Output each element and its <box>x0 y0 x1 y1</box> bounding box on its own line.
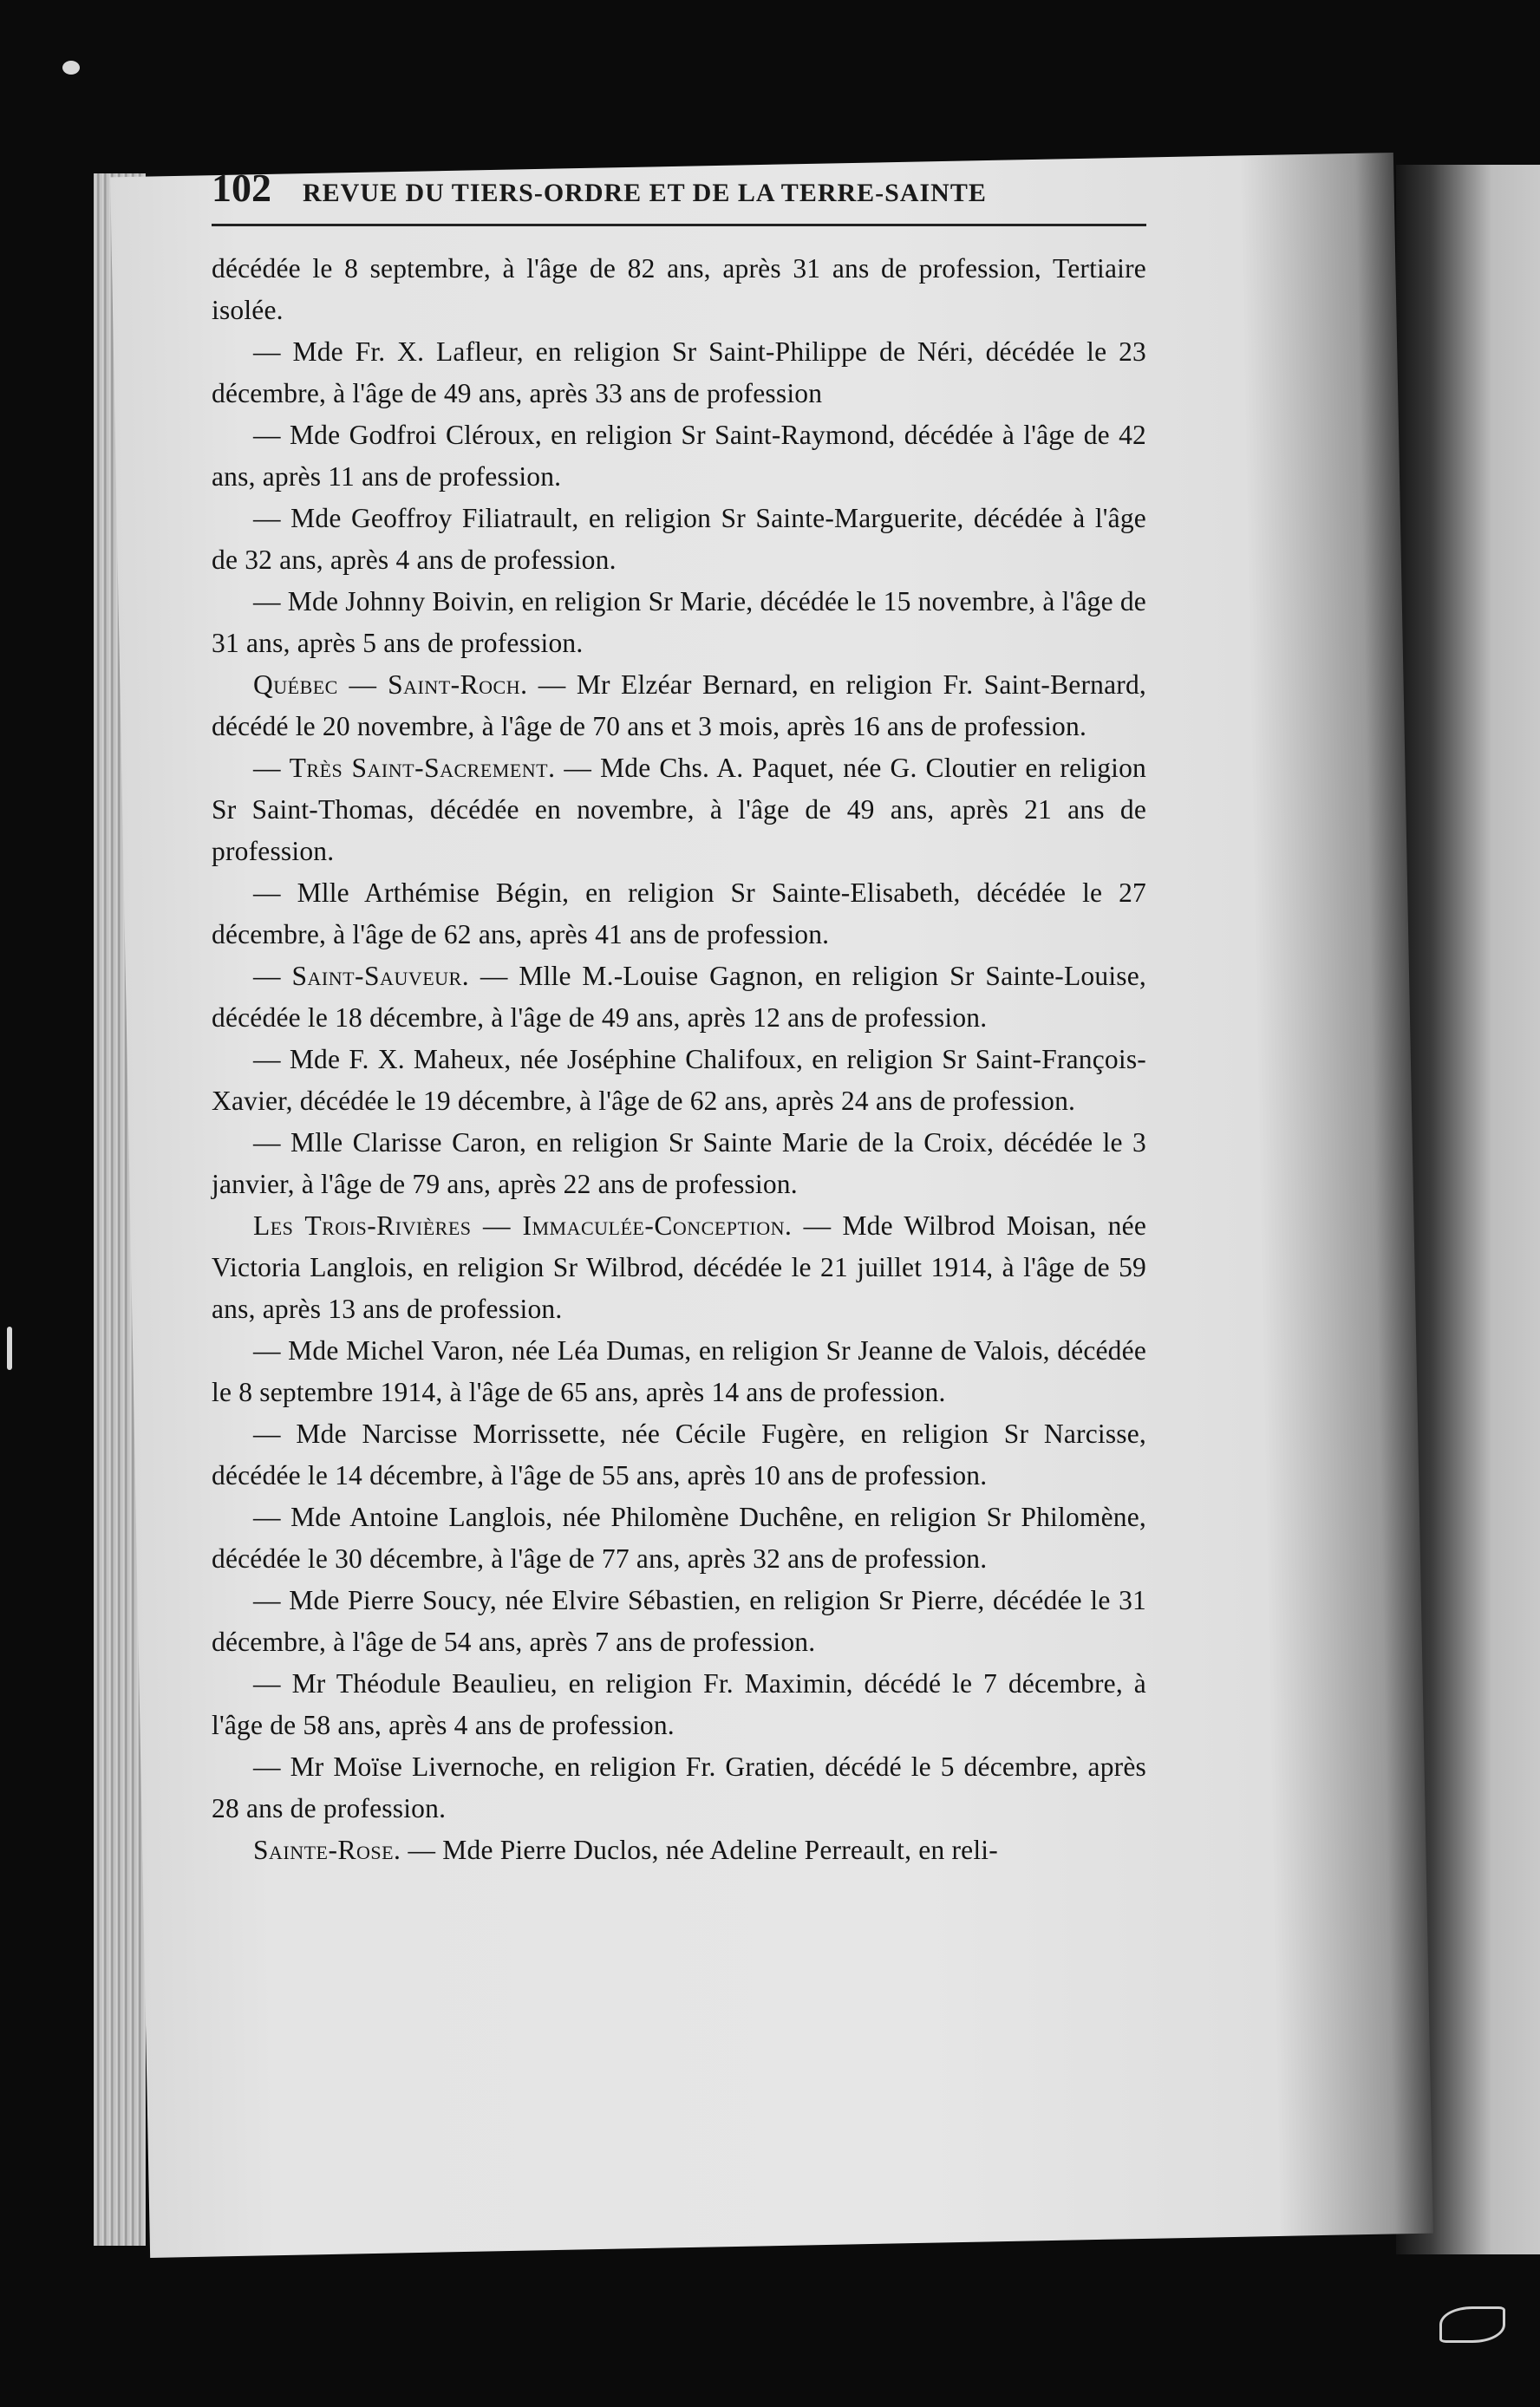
entry-paragraph: — Mde Pierre Soucy, née Elvire Sébastien, en religion Sr Pierre, décédée le 31 décembre, à l'âge de 54 ans, après 7 ans de profession. <box>212 1585 1146 1657</box>
entry-paragraph: — Mr Théodule Beaulieu, en religion Fr. Maximin, décédé le 7 décembre, à l'âge de 58 ans, après 4 ans de profession. <box>212 1668 1146 1740</box>
entry-paragraph: — Mde Narcisse Morrissette, née Cécile Fugère, en religion Sr Narcisse, décédée le 14 décembre, à l'âge de 55 ans, après 10 ans de profession. <box>212 1419 1146 1491</box>
page-header <box>212 165 1165 217</box>
entry-paragraph: — Mlle Clarisse Caron, en religion Sr Sainte Marie de la Croix, décédée le 3 janvier, à l'âge de 79 ans, après 22 ans de profession. <box>212 1127 1146 1199</box>
entry-paragraph: — Mde F. X. Maheux, née Joséphine Chalifoux, en religion Sr Saint-François-Xavier, décédée le 19 décembre, à l'âge de 62 ans, après 24 ans de profession. <box>212 1044 1146 1116</box>
film-speck <box>62 61 80 75</box>
place-heading: Les Trois-Rivières — Immaculée-Conception. <box>253 1210 793 1241</box>
entry-paragraph: Sainte-Rose. — Mde Pierre Duclos, née Adeline Perreault, en reli- <box>253 1835 998 1865</box>
entry-paragraph: — Mde Antoine Langlois, née Philomène Duchêne, en religion Sr Philomène, décédée le 30 décembre, à l'âge de 77 ans, après 32 ans de profession. <box>212 1502 1146 1574</box>
entry-paragraph: Les Trois-Rivières — Immaculée-Conception. — Mde Wilbrod Moisan, née Victoria Langlois, en religion Sr Wilbrod, décédée le 21 juillet 1914, à l'âge de 59 ans, après 13 ans de profession. <box>212 1210 1146 1324</box>
running-title: REVUE DU TIERS-ORDRE ET DE LA TERRE-SAINTE <box>303 179 987 207</box>
entry-paragraph: — Très Saint-Sacrement. — Mde Chs. A. Paquet, née G. Cloutier en religion Sr Saint-Thomas, décédée en novembre, à l'âge de 49 ans, après 21 ans de profession. <box>212 753 1146 866</box>
place-heading: Très Saint-Sacrement. <box>289 753 556 783</box>
page-number: 102 <box>212 166 271 210</box>
header-rule <box>212 224 1146 226</box>
obituary-list <box>212 248 1146 1871</box>
film-speck <box>7 1327 12 1370</box>
entry-paragraph: — Mlle Arthémise Bégin, en religion Sr Sainte-Elisabeth, décédée le 27 décembre, à l'âge de 62 ans, après 41 ans de profession. <box>212 877 1146 949</box>
entry-paragraph: — Mde Michel Varon, née Léa Dumas, en religion Sr Jeanne de Valois, décédée le 8 septembre 1914, à l'âge de 65 ans, après 14 ans de profession. <box>212 1335 1146 1407</box>
place-heading: Québec — Saint-Roch. <box>253 669 528 700</box>
entry-paragraph: — Mde Johnny Boivin, en religion Sr Marie, décédée le 15 novembre, à l'âge de 31 ans, après 5 ans de profession. <box>212 586 1146 658</box>
place-heading: Sainte-Rose. <box>253 1835 401 1865</box>
entry-paragraph: Québec — Saint-Roch. — Mr Elzéar Bernard, en religion Fr. Saint-Bernard, décédé le 20 novembre, à l'âge de 70 ans et 3 mois, après 16 ans de profession. <box>212 669 1146 741</box>
entry-paragraph: — Mr Moïse Livernoche, en religion Fr. Gratien, décédé le 5 décembre, après 28 ans de profession. <box>212 1751 1146 1823</box>
film-scratch <box>1439 2306 1505 2343</box>
entry-paragraph: — Saint-Sauveur. — Mlle M.-Louise Gagnon, en religion Sr Sainte-Louise, décédée le 18 décembre, à l'âge de 49 ans, après 12 ans de profession. <box>212 961 1146 1033</box>
entry-paragraph: — Mde Geoffroy Filiatrault, en religion Sr Sainte-Marguerite, décédée à l'âge de 32 ans, après 4 ans de profession. <box>212 503 1146 575</box>
entry-paragraph: décédée le 8 septembre, à l'âge de 82 ans, après 31 ans de profession, Tertiaire isolée. <box>212 253 1146 325</box>
entry-paragraph: — Mde Godfroi Cléroux, en religion Sr Saint-Raymond, décédée à l'âge de 42 ans, après 11 ans de profession. <box>212 420 1146 492</box>
entry-paragraph: — Mde Fr. X. Lafleur, en religion Sr Saint-Philippe de Néri, décédée le 23 décembre, à l'âge de 49 ans, après 33 ans de profession <box>212 336 1146 408</box>
place-heading: Saint-Sauveur. <box>291 961 470 991</box>
